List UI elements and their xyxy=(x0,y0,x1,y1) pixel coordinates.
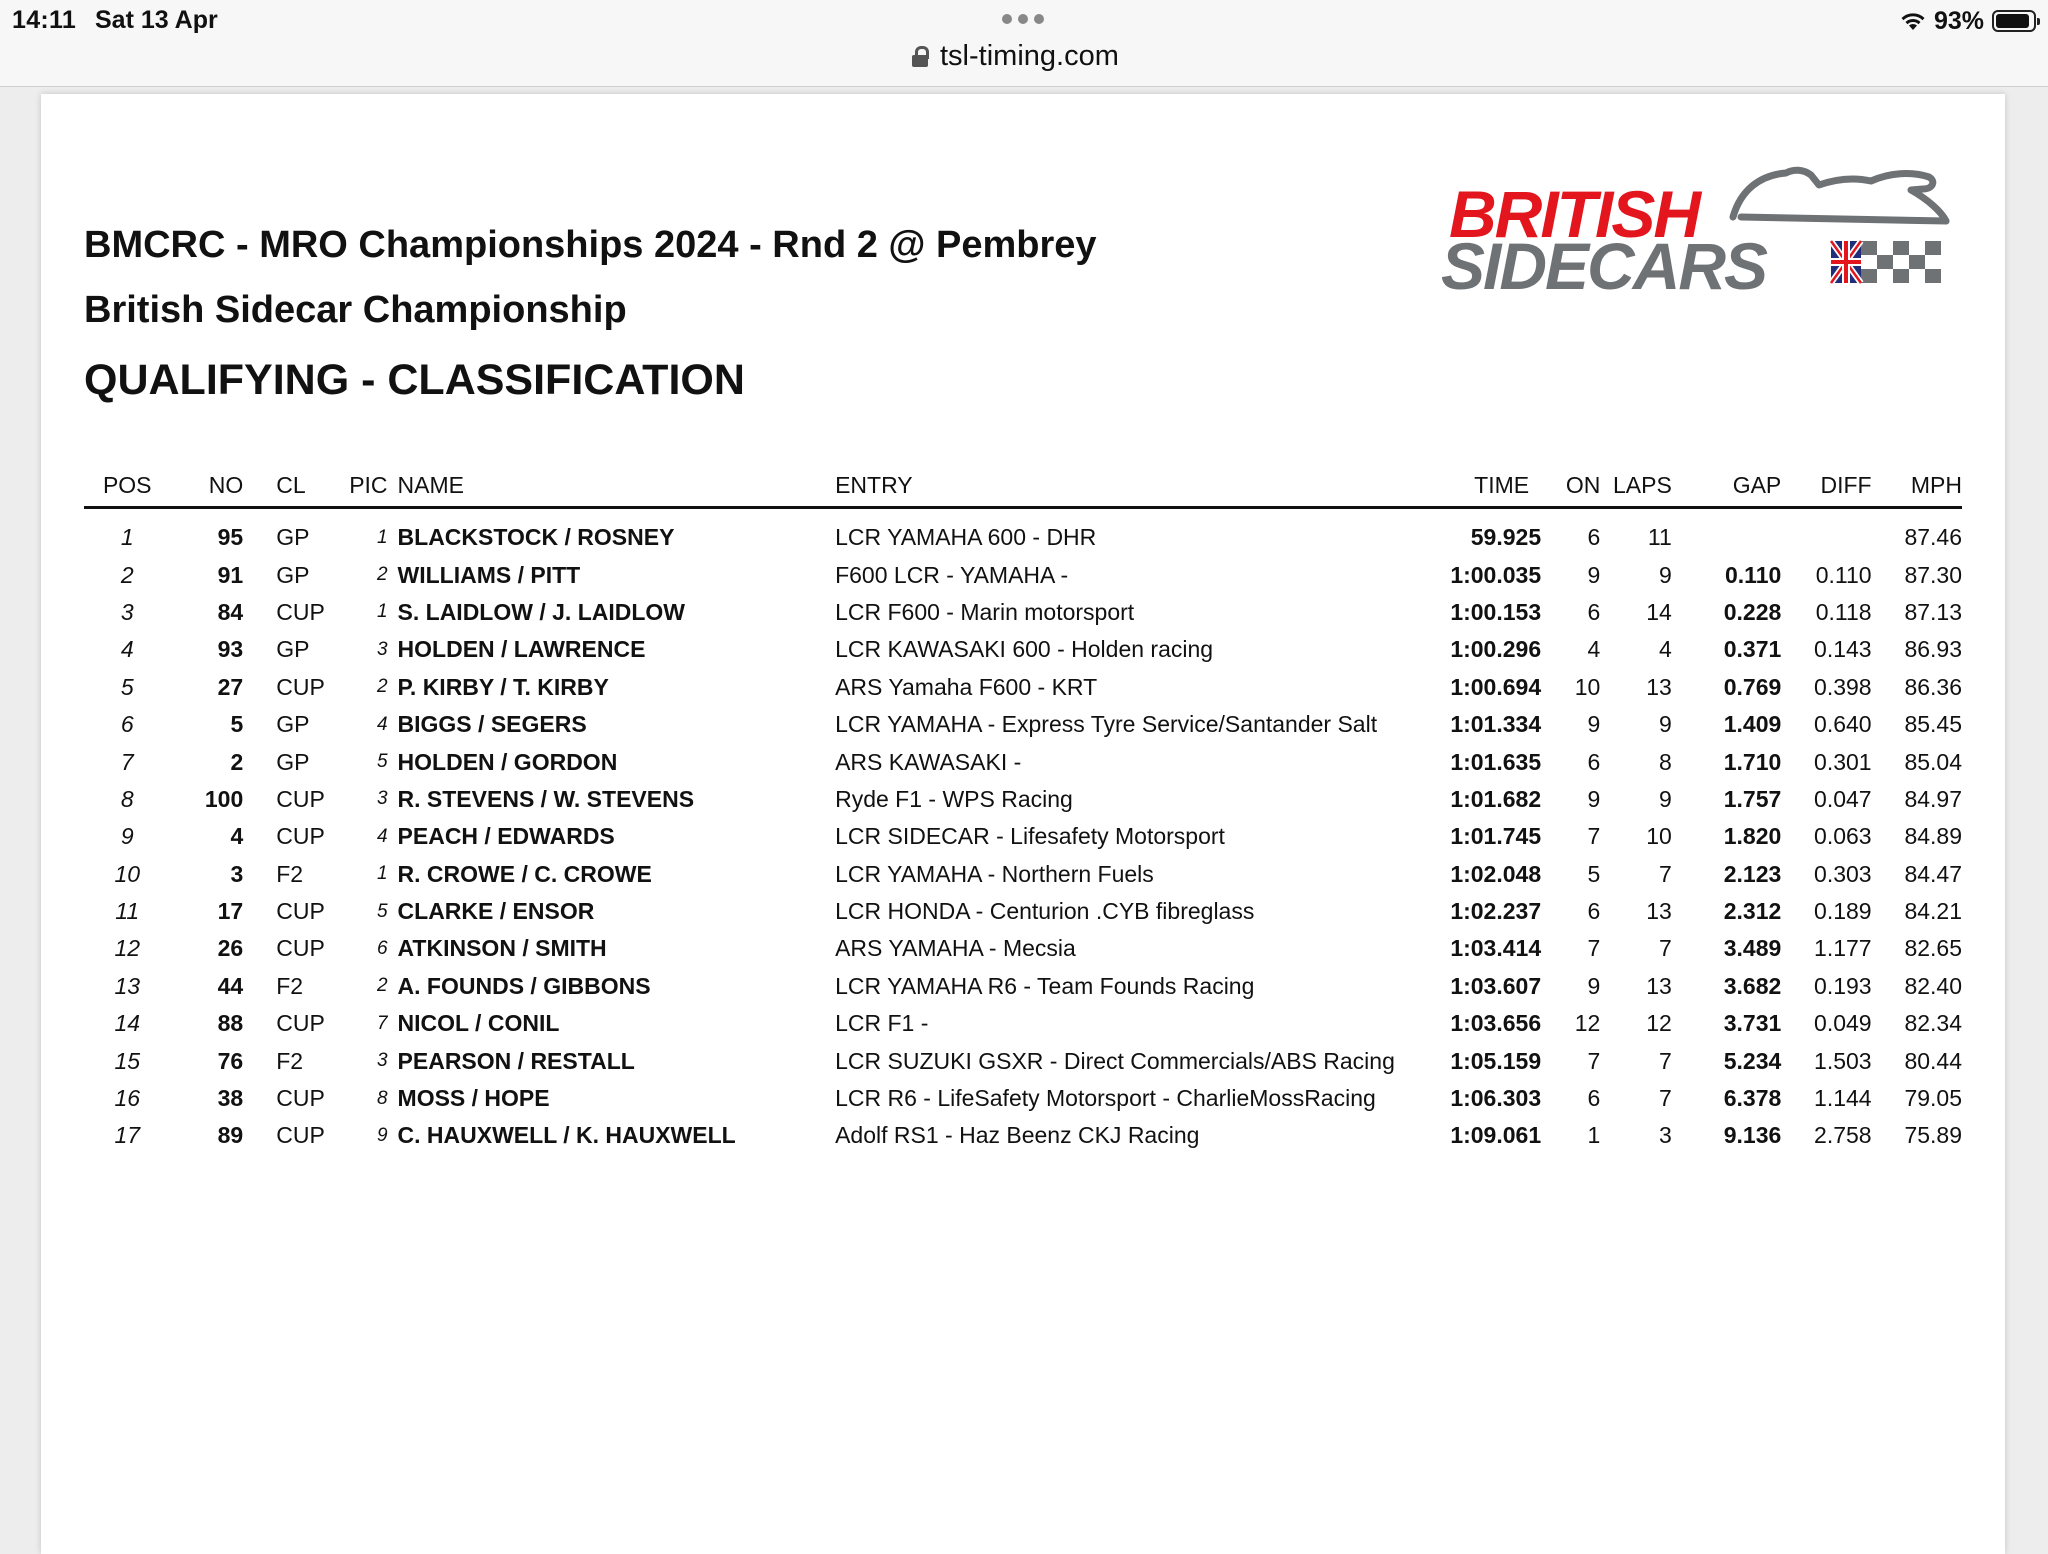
table-row xyxy=(84,968,1962,1005)
cell-name: PEARSON / RESTALL xyxy=(397,1047,635,1074)
championship-title: British Sidecar Championship xyxy=(84,289,627,331)
cell-no: 2 xyxy=(230,748,244,775)
cell-gap: 3.489 xyxy=(1723,935,1782,962)
cell-entry: LCR F600 - Marin motorsport xyxy=(835,598,1135,625)
cell-name: WILLIAMS / PITT xyxy=(397,561,581,588)
table-row xyxy=(84,594,1962,631)
ios-status-bar xyxy=(0,0,2048,87)
cell-gap: 2.312 xyxy=(1723,898,1782,925)
cell-pic: 3 xyxy=(376,788,388,810)
cell-mph: 86.36 xyxy=(1904,673,1962,700)
col-header-mph: MPH xyxy=(1872,464,1962,508)
cell-diff: 0.640 xyxy=(1814,711,1872,738)
cell-pos: 12 xyxy=(114,935,141,962)
cell-mph: 84.21 xyxy=(1904,898,1962,925)
cell-name: A. FOUNDS / GIBBONS xyxy=(397,972,651,999)
cell-time: 1:00.035 xyxy=(1450,561,1542,588)
cell-time: 1:03.656 xyxy=(1450,1010,1542,1037)
cell-diff: 0.303 xyxy=(1814,860,1872,887)
cell-mph: 85.45 xyxy=(1904,711,1962,738)
cell-pic: 4 xyxy=(376,825,388,847)
cell-no: 38 xyxy=(217,1085,244,1112)
cell-pos: 11 xyxy=(115,898,140,925)
cell-mph: 82.65 xyxy=(1904,935,1962,962)
cell-diff: 0.398 xyxy=(1814,673,1872,700)
cell-pos: 5 xyxy=(120,673,134,700)
cell-time: 59.925 xyxy=(1470,524,1542,551)
cell-name: BLACKSTOCK / ROSNEY xyxy=(397,524,675,551)
cell-diff: 0.063 xyxy=(1814,823,1872,850)
cell-on: 6 xyxy=(1587,598,1601,625)
cell-class: GP xyxy=(276,711,310,738)
cell-name: P. KIRBY / T. KIRBY xyxy=(397,673,609,700)
cell-diff: 0.143 xyxy=(1814,636,1872,663)
logo-text-sidecars: SIDECARS xyxy=(1441,229,1767,303)
col-header-name: NAME xyxy=(388,464,836,508)
cell-pic: 2 xyxy=(376,676,388,698)
cell-name: ATKINSON / SMITH xyxy=(397,935,607,962)
cell-pos: 2 xyxy=(120,561,134,588)
cell-diff xyxy=(1781,508,1871,557)
cell-gap: 0.228 xyxy=(1723,598,1782,625)
cell-pic: 5 xyxy=(376,900,388,922)
cell-pic: 3 xyxy=(376,638,388,660)
table-row xyxy=(84,743,1962,780)
cell-gap: 3.731 xyxy=(1723,1010,1782,1037)
cell-no: 88 xyxy=(217,1010,244,1037)
cell-entry: LCR YAMAHA - Express Tyre Service/Santander Salt xyxy=(835,711,1378,738)
cell-entry: Adolf RS1 - Haz Beenz CKJ Racing xyxy=(835,1122,1200,1149)
british-sidecars-logo xyxy=(1441,159,1961,309)
cell-gap: 0.371 xyxy=(1723,636,1782,663)
cell-name: MOSS / HOPE xyxy=(397,1085,550,1112)
cell-mph: 84.89 xyxy=(1904,823,1962,850)
cell-no: 26 xyxy=(217,935,244,962)
cell-class: CUP xyxy=(276,823,325,850)
cell-pos: 8 xyxy=(120,785,134,812)
multitasking-dots-icon[interactable] xyxy=(1002,6,1046,20)
cell-name: R. CROWE / C. CROWE xyxy=(397,860,652,887)
cell-gap: 9.136 xyxy=(1723,1122,1782,1149)
cell-laps: 12 xyxy=(1646,1010,1672,1037)
cell-class: CUP xyxy=(276,1010,325,1037)
cell-class: GP xyxy=(276,748,310,775)
cell-class: CUP xyxy=(276,598,325,625)
col-header-gap: GAP xyxy=(1672,464,1781,508)
col-header-on: ON xyxy=(1541,464,1600,508)
cell-mph: 85.04 xyxy=(1904,748,1962,775)
cell-laps: 9 xyxy=(1659,711,1672,738)
table-row xyxy=(84,818,1962,855)
cell-class: GP xyxy=(276,524,310,551)
results-document xyxy=(41,94,2005,1554)
cell-on: 9 xyxy=(1587,785,1601,812)
cell-laps: 11 xyxy=(1647,524,1672,551)
table-row xyxy=(84,508,1962,557)
cell-name: HOLDEN / LAWRENCE xyxy=(397,636,646,663)
cell-pic: 9 xyxy=(376,1124,388,1146)
cell-pos: 14 xyxy=(114,1010,141,1037)
col-header-diff: DIFF xyxy=(1781,464,1871,508)
cell-mph: 87.46 xyxy=(1904,524,1962,551)
event-title: BMCRC - MRO Championships 2024 - Rnd 2 @ Pembrey xyxy=(84,224,1097,266)
col-header-laps: LAPS xyxy=(1600,464,1671,508)
cell-laps: 13 xyxy=(1646,972,1672,999)
session-title: QUALIFYING - CLASSIFICATION xyxy=(84,356,745,404)
cell-laps: 13 xyxy=(1646,898,1672,925)
table-row xyxy=(84,706,1962,743)
cell-pic: 7 xyxy=(376,1012,388,1034)
cell-time: 1:01.745 xyxy=(1450,823,1542,850)
status-indicators xyxy=(1900,6,2036,36)
col-header-pic: PIC xyxy=(344,464,388,508)
cell-entry: LCR F1 - xyxy=(835,1010,929,1037)
cell-mph: 84.47 xyxy=(1904,860,1962,887)
battery-icon xyxy=(1992,10,2036,32)
cell-name: S. LAIDLOW / J. LAIDLOW xyxy=(397,598,686,625)
cell-on: 9 xyxy=(1587,711,1601,738)
cell-on: 12 xyxy=(1574,1010,1601,1037)
table-row xyxy=(84,1042,1962,1079)
cell-class: CUP xyxy=(276,935,325,962)
cell-diff: 2.758 xyxy=(1814,1122,1872,1149)
clock: 14:11 xyxy=(12,6,77,34)
cell-gap xyxy=(1672,508,1781,557)
cell-on: 7 xyxy=(1587,823,1601,850)
lock-icon xyxy=(912,46,928,66)
table-row xyxy=(84,556,1962,593)
cell-diff: 0.118 xyxy=(1815,598,1872,625)
cell-diff: 0.193 xyxy=(1814,972,1872,999)
logo-text-british: BRITISH xyxy=(1449,177,1699,251)
cell-pic: 4 xyxy=(376,713,388,735)
cell-on: 6 xyxy=(1587,898,1601,925)
cell-diff: 0.110 xyxy=(1815,561,1872,588)
cell-diff: 0.189 xyxy=(1814,898,1872,925)
cell-entry: LCR KAWASAKI 600 - Holden racing xyxy=(835,636,1214,663)
cell-on: 7 xyxy=(1587,935,1601,962)
cell-name: NICOL / CONIL xyxy=(397,1010,560,1037)
cell-laps: 3 xyxy=(1659,1122,1672,1149)
cell-pic: 6 xyxy=(376,937,388,959)
cell-mph: 79.05 xyxy=(1904,1085,1962,1112)
cell-laps: 7 xyxy=(1659,935,1672,962)
cell-gap: 2.123 xyxy=(1723,860,1782,887)
cell-pos: 6 xyxy=(120,711,134,738)
address-bar[interactable] xyxy=(912,40,1119,73)
battery-percent: 93% xyxy=(1933,6,1984,35)
cell-class: CUP xyxy=(276,785,325,812)
cell-entry: ARS KAWASAKI - xyxy=(835,748,1022,775)
cell-name: R. STEVENS / W. STEVENS xyxy=(397,785,695,812)
cell-class: F2 xyxy=(276,1047,304,1074)
cell-no: 27 xyxy=(217,673,244,700)
cell-no: 4 xyxy=(230,823,244,850)
table-row xyxy=(84,1117,1962,1154)
cell-class: F2 xyxy=(276,972,304,999)
cell-mph: 84.97 xyxy=(1904,785,1962,812)
cell-name: PEACH / EDWARDS xyxy=(397,823,615,850)
cell-pos: 3 xyxy=(120,598,134,625)
cell-time: 1:01.635 xyxy=(1450,748,1542,775)
cell-mph: 82.34 xyxy=(1904,1010,1962,1037)
table-row xyxy=(84,631,1962,668)
col-header-cl: CL xyxy=(243,464,343,508)
cell-time: 1:03.414 xyxy=(1450,935,1542,962)
cell-mph: 75.89 xyxy=(1904,1122,1962,1149)
cell-gap: 5.234 xyxy=(1723,1047,1782,1074)
cell-on: 9 xyxy=(1587,561,1601,588)
table-row xyxy=(84,1005,1962,1042)
cell-pos: 1 xyxy=(120,524,134,551)
cell-diff: 0.047 xyxy=(1814,785,1872,812)
cell-laps: 9 xyxy=(1659,785,1672,812)
sidecar-outline-icon xyxy=(1733,170,1946,221)
cell-pos: 16 xyxy=(114,1085,141,1112)
cell-pos: 10 xyxy=(114,860,141,887)
cell-no: 3 xyxy=(230,860,244,887)
cell-gap: 1.710 xyxy=(1723,748,1782,775)
cell-no: 84 xyxy=(217,598,244,625)
cell-laps: 14 xyxy=(1646,598,1672,625)
cell-class: CUP xyxy=(276,673,325,700)
cell-time: 1:02.237 xyxy=(1450,898,1542,925)
cell-laps: 9 xyxy=(1659,561,1672,588)
cell-gap: 6.378 xyxy=(1723,1085,1782,1112)
table-row xyxy=(84,1080,1962,1117)
cell-pic: 1 xyxy=(376,863,388,885)
table-row xyxy=(84,893,1962,930)
cell-laps: 7 xyxy=(1659,1085,1672,1112)
checkered-flag-icon xyxy=(1861,241,1941,283)
col-header-time: TIME xyxy=(1395,464,1541,508)
date: Sat 13 Apr xyxy=(95,6,218,34)
cell-entry: LCR YAMAHA 600 - DHR xyxy=(835,524,1097,551)
cell-class: CUP xyxy=(276,1122,325,1149)
cell-pic: 3 xyxy=(376,1050,388,1072)
cell-laps: 13 xyxy=(1646,673,1672,700)
cell-time: 1:01.334 xyxy=(1450,711,1542,738)
cell-gap: 1.757 xyxy=(1723,785,1782,812)
cell-pic: 8 xyxy=(376,1087,388,1109)
cell-time: 1:02.048 xyxy=(1450,860,1542,887)
cell-time: 1:03.607 xyxy=(1450,972,1542,999)
table-row xyxy=(84,669,1962,706)
cell-laps: 7 xyxy=(1659,860,1672,887)
cell-no: 93 xyxy=(217,636,244,663)
cell-on: 6 xyxy=(1587,748,1601,775)
cell-class: F2 xyxy=(276,860,304,887)
cell-on: 6 xyxy=(1587,1085,1601,1112)
col-header-no: NO xyxy=(170,464,243,508)
cell-gap: 3.682 xyxy=(1723,972,1782,999)
cell-on: 9 xyxy=(1587,972,1601,999)
table-header-row xyxy=(84,464,1962,508)
cell-name: HOLDEN / GORDON xyxy=(397,748,618,775)
table-row xyxy=(84,781,1962,818)
results-body xyxy=(84,508,1962,1155)
cell-pic: 1 xyxy=(376,601,388,623)
cell-time: 1:00.153 xyxy=(1450,598,1542,625)
cell-class: GP xyxy=(276,561,310,588)
cell-diff: 1.503 xyxy=(1814,1047,1872,1074)
cell-time: 1:09.061 xyxy=(1450,1122,1542,1149)
cell-mph: 87.13 xyxy=(1904,598,1962,625)
cell-entry: LCR R6 - LifeSafety Motorsport - CharlieMossRacing xyxy=(835,1085,1376,1112)
cell-laps: 4 xyxy=(1659,636,1672,663)
cell-name: BIGGS / SEGERS xyxy=(397,711,587,738)
cell-no: 89 xyxy=(217,1122,244,1149)
cell-time: 1:01.682 xyxy=(1450,785,1542,812)
cell-no: 95 xyxy=(217,524,244,551)
cell-entry: ARS YAMAHA - Mecsia xyxy=(835,935,1076,962)
cell-diff: 0.301 xyxy=(1814,748,1872,775)
cell-name: CLARKE / ENSOR xyxy=(397,898,595,925)
cell-pos: 17 xyxy=(114,1122,141,1149)
col-header-entry: ENTRY xyxy=(835,464,1395,508)
cell-pos: 9 xyxy=(120,823,134,850)
cell-pic: 5 xyxy=(376,751,388,773)
cell-name: C. HAUXWELL / K. HAUXWELL xyxy=(397,1122,736,1149)
cell-on: 5 xyxy=(1587,860,1601,887)
results-table xyxy=(84,464,1962,1155)
cell-gap: 0.110 xyxy=(1724,561,1782,588)
cell-laps: 7 xyxy=(1659,1047,1672,1074)
cell-pos: 7 xyxy=(120,748,134,775)
cell-mph: 82.40 xyxy=(1904,972,1962,999)
cell-entry: ARS Yamaha F600 - KRT xyxy=(835,673,1098,700)
cell-pic: 1 xyxy=(376,526,388,548)
cell-no: 17 xyxy=(217,898,244,925)
cell-mph: 87.30 xyxy=(1904,561,1962,588)
cell-no: 91 xyxy=(217,561,244,588)
wifi-icon xyxy=(1900,11,1926,31)
url-text: tsl-timing.com xyxy=(940,40,1119,72)
cell-diff: 1.177 xyxy=(1814,935,1872,962)
cell-time: 1:00.296 xyxy=(1450,636,1542,663)
union-flag-icon xyxy=(1831,241,1861,283)
cell-class: CUP xyxy=(276,898,325,925)
table-row xyxy=(84,930,1962,967)
cell-class: GP xyxy=(276,636,310,663)
cell-no: 44 xyxy=(217,972,244,999)
cell-on: 1 xyxy=(1587,1122,1601,1149)
cell-pic: 2 xyxy=(376,564,388,586)
cell-no: 5 xyxy=(230,711,244,738)
cell-on: 6 xyxy=(1587,524,1601,551)
table-row xyxy=(84,856,1962,893)
cell-laps: 8 xyxy=(1659,748,1672,775)
cell-no: 100 xyxy=(204,785,244,812)
cell-time: 1:00.694 xyxy=(1450,673,1542,700)
cell-on: 10 xyxy=(1574,673,1601,700)
cell-entry: Ryde F1 - WPS Racing xyxy=(835,785,1073,812)
cell-no: 76 xyxy=(217,1047,244,1074)
cell-pic: 2 xyxy=(376,975,388,997)
cell-mph: 86.93 xyxy=(1904,636,1962,663)
col-header-pos: POS xyxy=(84,464,170,508)
cell-entry: LCR YAMAHA R6 - Team Founds Racing xyxy=(835,972,1255,999)
cell-class: CUP xyxy=(276,1085,325,1112)
cell-diff: 1.144 xyxy=(1814,1085,1872,1112)
cell-entry: F600 LCR - YAMAHA - xyxy=(835,561,1069,588)
cell-laps: 10 xyxy=(1646,823,1672,850)
cell-pos: 13 xyxy=(114,972,141,999)
cell-entry: LCR SIDECAR - Lifesafety Motorsport xyxy=(835,823,1225,850)
cell-gap: 1.409 xyxy=(1723,711,1782,738)
cell-on: 4 xyxy=(1587,636,1601,663)
cell-mph: 80.44 xyxy=(1904,1047,1962,1074)
cell-gap: 1.820 xyxy=(1723,823,1782,850)
cell-on: 7 xyxy=(1587,1047,1601,1074)
cell-pos: 15 xyxy=(114,1047,141,1074)
cell-time: 1:05.159 xyxy=(1450,1047,1542,1074)
cell-pos: 4 xyxy=(120,636,134,663)
cell-time: 1:06.303 xyxy=(1450,1085,1542,1112)
cell-entry: LCR SUZUKI GSXR - Direct Commercials/ABS Racing xyxy=(835,1047,1395,1074)
cell-entry: LCR YAMAHA - Northern Fuels xyxy=(835,860,1154,887)
cell-gap: 0.769 xyxy=(1723,673,1782,700)
cell-diff: 0.049 xyxy=(1814,1010,1872,1037)
cell-entry: LCR HONDA - Centurion .CYB fibreglass xyxy=(835,898,1255,925)
